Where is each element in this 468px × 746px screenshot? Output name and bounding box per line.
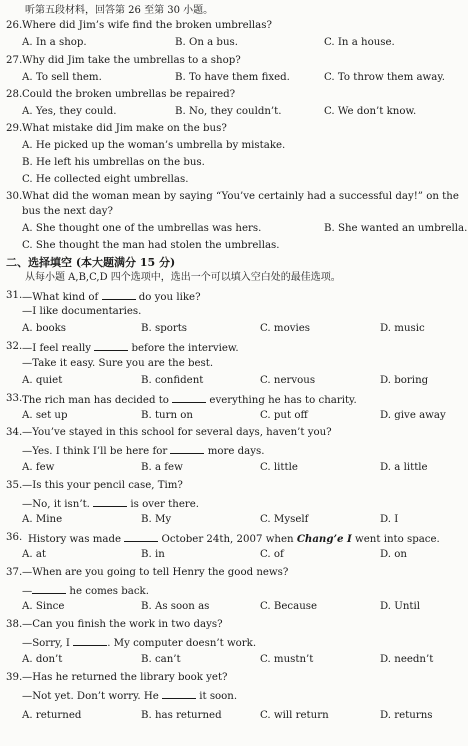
question-text: What mistake did Jim make on the bus? bbox=[22, 123, 227, 134]
question-text: —What kind of do you like? bbox=[22, 292, 201, 303]
option-b: B. No, they couldn’t. bbox=[175, 106, 282, 117]
question-number: 36. bbox=[6, 532, 23, 543]
option-b: B. confident bbox=[141, 375, 204, 386]
question-number: 38. bbox=[6, 619, 23, 630]
option-c: C. Because bbox=[260, 601, 318, 612]
question-number: 30. bbox=[6, 191, 23, 202]
question-text: —Is this your pencil case, Tim? bbox=[22, 480, 183, 491]
option-a: A. few bbox=[22, 462, 55, 473]
option-c: C. nervous bbox=[260, 375, 316, 386]
option-b: B. She wanted an umbrella. bbox=[324, 223, 468, 234]
option-a: A. He picked up the woman’s umbrella by mistake. bbox=[22, 140, 286, 151]
answer-blank bbox=[170, 444, 204, 454]
option-c: C. of bbox=[260, 549, 284, 560]
answer-blank bbox=[172, 393, 206, 403]
answer-blank bbox=[162, 689, 196, 699]
question-text: —Can you finish the work in two days? bbox=[22, 619, 223, 630]
question-number: 37. bbox=[6, 567, 23, 578]
option-d: D. a little bbox=[380, 462, 428, 473]
question-text: —I feel really before the interview. bbox=[22, 343, 239, 354]
question-text-line2: —Yes. I think I’ll be here for more days. bbox=[22, 446, 265, 457]
listening-intro: 听第五段材料，回答第 26 至第 30 小题。 bbox=[25, 5, 214, 16]
option-a: A. Since bbox=[22, 601, 65, 612]
section-instructions: 从每小题 A,B,C,D 四个选项中，选出一个可以填入空白处的最佳选项。 bbox=[25, 272, 341, 283]
option-b: B. To have them fixed. bbox=[175, 72, 290, 83]
question-number: 31. bbox=[6, 290, 23, 301]
option-d: D. I bbox=[380, 514, 399, 525]
option-c: C. Myself bbox=[260, 514, 309, 525]
option-d: D. give away bbox=[380, 410, 446, 421]
question-text-line2: —Sorry, I . My computer doesn’t work. bbox=[22, 638, 257, 649]
question-text: Could the broken umbrellas be repaired? bbox=[22, 89, 236, 100]
option-c: C. We don’t know. bbox=[324, 106, 417, 117]
option-b: B. On a bus. bbox=[175, 37, 238, 48]
option-a: A. Mine bbox=[22, 514, 63, 525]
option-b: B. turn on bbox=[141, 410, 193, 421]
option-c: C. will return bbox=[260, 710, 329, 721]
question-number: 28. bbox=[6, 89, 23, 100]
question-number: 27. bbox=[6, 55, 23, 66]
question-number: 26. bbox=[6, 20, 23, 31]
option-b: B. sports bbox=[141, 323, 188, 334]
option-b: B. has returned bbox=[141, 710, 222, 721]
question-number: 35. bbox=[6, 480, 23, 491]
question-text: —You’ve stayed in this school for several days, haven’t you? bbox=[22, 427, 332, 438]
option-a: A. quiet bbox=[22, 375, 63, 386]
option-c: C. She thought the man had stolen the umbrellas. bbox=[22, 240, 280, 251]
option-c: C. He collected eight umbrellas. bbox=[22, 174, 189, 185]
spacecraft-name: Chang’e I bbox=[296, 533, 352, 545]
option-b: B. He left his umbrellas on the bus. bbox=[22, 157, 205, 168]
answer-blank bbox=[32, 584, 66, 594]
option-a: A. set up bbox=[22, 410, 68, 421]
option-c: C. In a house. bbox=[324, 37, 395, 48]
question-text-line2: — he comes back. bbox=[22, 586, 149, 597]
option-b: B. in bbox=[141, 549, 165, 560]
answer-blank bbox=[73, 636, 107, 646]
option-a: A. Yes, they could. bbox=[22, 106, 117, 117]
question-text: The rich man has decided to everything he has to charity. bbox=[22, 395, 357, 406]
question-number: 29. bbox=[6, 123, 23, 134]
option-b: B. As soon as bbox=[141, 601, 210, 612]
option-a: A. She thought one of the umbrellas was hers. bbox=[22, 223, 262, 234]
option-c: C. little bbox=[260, 462, 298, 473]
question-text-line2: —No, it isn’t. is over there. bbox=[22, 499, 199, 510]
question-text: History was made October 24th, 2007 when Chang’e I went into space. bbox=[28, 533, 440, 545]
option-c: C. movies bbox=[260, 323, 310, 334]
option-d: D. on bbox=[380, 549, 407, 560]
option-a: A. at bbox=[22, 549, 47, 560]
option-a: A. don’t bbox=[22, 654, 63, 665]
option-d: D. returns bbox=[380, 710, 433, 721]
option-c: C. put off bbox=[260, 410, 308, 421]
question-number: 39. bbox=[6, 672, 23, 683]
question-text-line2: —Take it easy. Sure you are the best. bbox=[22, 358, 214, 369]
option-c: C. To throw them away. bbox=[324, 72, 445, 83]
answer-blank bbox=[124, 532, 158, 542]
question-text-line2: —I like documentaries. bbox=[22, 306, 142, 317]
answer-blank bbox=[93, 497, 127, 507]
question-text-continued: bus the next day? bbox=[22, 206, 113, 217]
question-number: 32. bbox=[6, 341, 23, 352]
option-b: B. My bbox=[141, 514, 172, 525]
question-text: —When are you going to tell Henry the good news? bbox=[22, 567, 289, 578]
option-c: C. mustn’t bbox=[260, 654, 314, 665]
option-d: D. boring bbox=[380, 375, 429, 386]
question-text: Where did Jim’s wife find the broken umbrellas? bbox=[22, 20, 272, 31]
question-text: —Has he returned the library book yet? bbox=[22, 672, 228, 683]
answer-blank bbox=[94, 341, 128, 351]
option-b: B. can’t bbox=[141, 654, 181, 665]
option-a: A. To sell them. bbox=[22, 72, 102, 83]
section-heading: 二、选择填空 (本大题满分 15 分) bbox=[6, 256, 176, 269]
option-a: A. returned bbox=[22, 710, 82, 721]
option-d: D. Until bbox=[380, 601, 421, 612]
option-b: B. a few bbox=[141, 462, 183, 473]
option-d: D. music bbox=[380, 323, 425, 334]
question-number: 34. bbox=[6, 427, 23, 438]
option-d: D. needn’t bbox=[380, 654, 434, 665]
option-a: A. In a shop. bbox=[22, 37, 87, 48]
option-a: A. books bbox=[22, 323, 67, 334]
question-text: Why did Jim take the umbrellas to a shop? bbox=[22, 55, 241, 66]
question-number: 33. bbox=[6, 393, 23, 404]
answer-blank bbox=[102, 290, 136, 300]
question-text: What did the woman mean by saying “You’ve certainly had a successful day!” on the bbox=[22, 191, 459, 202]
question-text-line2: —Not yet. Don’t worry. He it soon. bbox=[22, 691, 238, 702]
